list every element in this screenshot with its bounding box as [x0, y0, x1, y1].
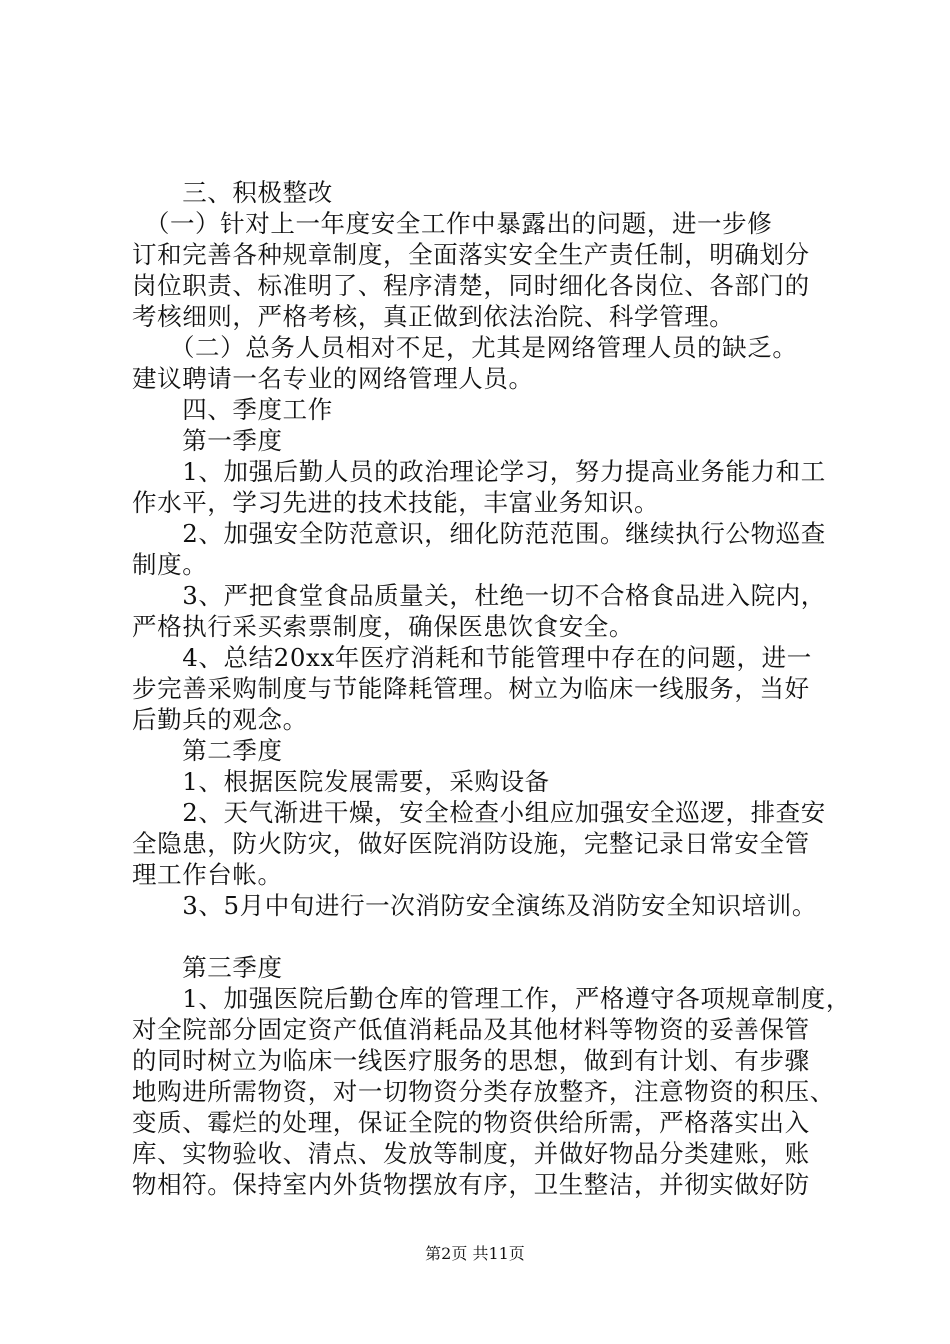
text-line: （一）针对上一年度安全工作中暴露出的问题，进一步修 — [132, 209, 773, 238]
text-line: 步完善采购制度与节能降耗管理。树立为临床一线服务，当好 — [132, 674, 810, 703]
text-line: 作水平，学习先进的技术技能，丰富业务知识。 — [132, 488, 660, 517]
text-line: 库、实物验收、清点、发放等制度，并做好物品分类建账，账 — [132, 1139, 810, 1168]
page-footer: 第2页 共11页 — [425, 1244, 525, 1263]
text-line: 1、根据医院发展需要，采购设备 — [132, 767, 550, 796]
text-line: 四、季度工作 — [132, 395, 333, 424]
text-line: 建议聘请一名专业的网络管理人员。 — [132, 364, 534, 393]
text-line: （二）总务人员相对不足，尤其是网络管理人员的缺乏。 — [132, 333, 798, 362]
text-line: 变质、霉烂的处理，保证全院的物资供给所需，严格落实出入 — [132, 1108, 810, 1137]
text-line: 2、天气渐进干燥，安全检查小组应加强安全巡逻，排查安 — [132, 798, 826, 827]
text-line: 2、加强安全防范意识，细化防范范围。继续执行公物巡查 — [132, 519, 826, 548]
text-line: 考核细则，严格考核，真正做到依法治院、科学管理。 — [132, 302, 735, 331]
text-line: 对全院部分固定资产低值消耗品及其他材料等物资的妥善保管 — [132, 1015, 810, 1044]
text-line: 的同时树立为临床一线医疗服务的思想，做到有计划、有步骤 — [132, 1046, 810, 1075]
text-line: 地购进所需物资，对一切物资分类存放整齐，注意物资的积压、 — [132, 1077, 835, 1106]
text-line: 严格执行采买索票制度，确保医患饮食安全。 — [132, 612, 634, 641]
text-line: 岗位职责、标准明了、程序清楚，同时细化各岗位、各部门的 — [132, 271, 810, 300]
text-line: 全隐患，防火防灾，做好医院消防设施，完整记录日常安全管 — [132, 829, 810, 858]
text-line: 第二季度 — [132, 736, 283, 765]
text-line: 三、积极整改 — [132, 178, 333, 207]
text-line: 1、加强医院后勤仓库的管理工作，严格遵守各项规章制度， — [132, 984, 851, 1013]
text-line: 后勤兵的观念。 — [132, 705, 308, 734]
text-line: 理工作台帐。 — [132, 860, 283, 889]
text-line: 3、严把食堂食品质量关，杜绝一切不合格食品进入院内， — [132, 581, 826, 610]
text-line: 订和完善各种规章制度，全面落实安全生产责任制，明确划分 — [132, 240, 810, 269]
text-line: 第一季度 — [132, 426, 283, 455]
text-line: 4、总结20xx年医疗消耗和节能管理中存在的问题，进一 — [132, 643, 812, 672]
text-line: 第三季度 — [132, 953, 283, 982]
text-line: 3、5月中旬进行一次消防安全演练及消防安全知识培训。 — [132, 891, 817, 920]
text-line: 制度。 — [132, 550, 208, 579]
text-line: 物相符。保持室内外货物摆放有序，卫生整洁，并彻实做好防 — [132, 1170, 810, 1199]
text-line: 1、加强后勤人员的政治理论学习，努力提高业务能力和工 — [132, 457, 826, 486]
